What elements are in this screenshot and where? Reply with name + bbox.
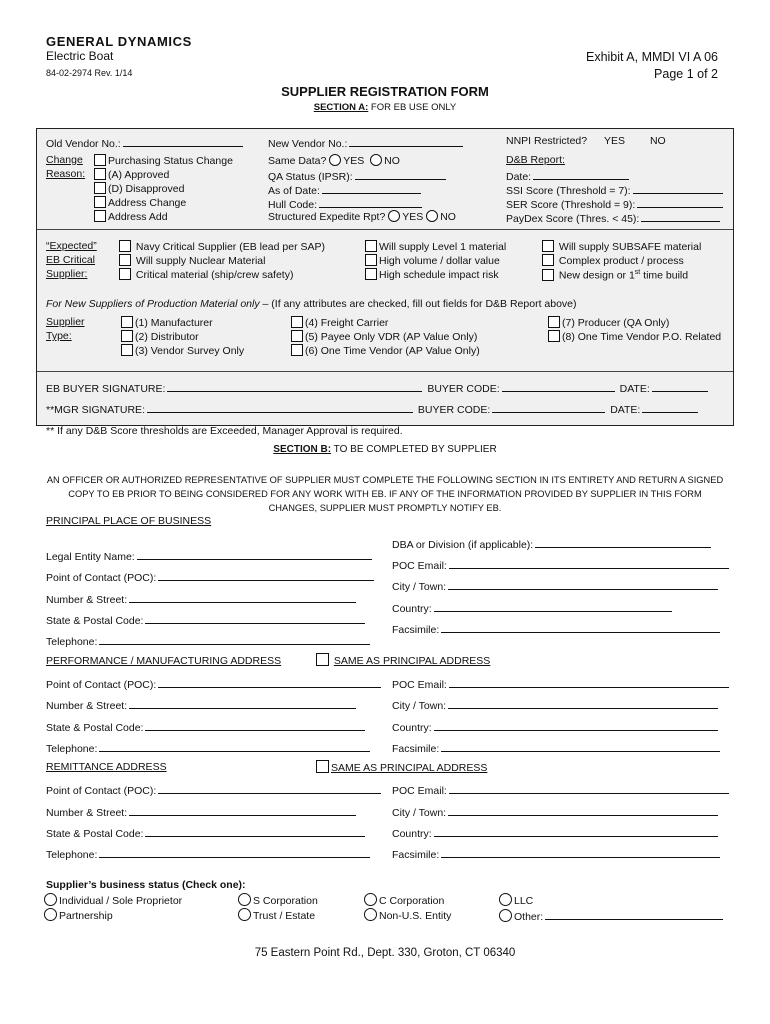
supplier-type-checkbox[interactable] — [548, 330, 560, 342]
critical-item: Will supply SUBSAFE material — [542, 240, 701, 254]
principal-poc-field: Point of Contact (POC): — [46, 569, 374, 586]
ssi-score-input[interactable] — [633, 182, 723, 194]
remit-poc-field: Point of Contact (POC): — [46, 782, 381, 799]
remit-street-field: Number & Street: — [46, 804, 356, 821]
perf-facsimile-field: Facsimile: — [392, 740, 720, 757]
status-option-other: Other: — [499, 908, 723, 925]
supplier-type-label: Supplier Type: — [46, 316, 85, 342]
logo-name: GENERAL DYNAMICS — [46, 34, 192, 49]
remit-state-input[interactable] — [145, 825, 365, 837]
supplier-type-list-1 — [121, 316, 244, 358]
footer-address: 75 Eastern Point Rd., Dept. 330, Groton, CT 06340 — [254, 947, 516, 959]
paydex-score-input[interactable] — [641, 210, 720, 222]
remit-facsimile-field: Facsimile: — [392, 846, 720, 863]
principal-state-field: State & Postal Code: — [46, 612, 365, 629]
principal-poc-input[interactable] — [158, 569, 374, 581]
structured-yes-radio[interactable] — [388, 210, 400, 222]
nnpi-no-option[interactable]: NO — [649, 135, 666, 147]
supplier-type-item: (4) Freight Carrier — [291, 316, 480, 330]
remit-facsimile-input[interactable] — [441, 846, 720, 858]
critical-item: Will supply Nuclear Material — [119, 254, 325, 268]
principal-poc-email-field: POC Email: — [392, 557, 729, 574]
remit-street-input[interactable] — [129, 804, 356, 816]
hull-code-field: Hull Code: — [268, 196, 456, 210]
critical-checkbox[interactable] — [119, 268, 131, 280]
change-item: Address Change — [94, 196, 233, 210]
remit-poc-input[interactable] — [158, 782, 381, 794]
perf-poc-email-input[interactable] — [449, 676, 729, 688]
logo-division: Electric Boat — [46, 49, 114, 63]
principal-country-input[interactable] — [434, 600, 672, 612]
old-vendor-input[interactable] — [123, 135, 243, 147]
mgr-date-input[interactable] — [642, 401, 698, 413]
structured-no-radio[interactable] — [426, 210, 438, 222]
legal-entity-field: Legal Entity Name: — [46, 548, 372, 565]
supplier-type-item: (2) Distributor — [121, 330, 244, 344]
status-option-c-corp: C Corporation — [364, 893, 444, 909]
status-radio[interactable] — [44, 893, 57, 906]
section-a-heading: SECTION A: FOR EB USE ONLY — [313, 102, 457, 113]
critical-checkbox[interactable] — [365, 254, 377, 266]
mgr-signature-input[interactable] — [147, 401, 413, 413]
remit-state-field: State & Postal Code: — [46, 825, 365, 842]
change-item: Purchasing Status Change — [94, 154, 233, 168]
supplier-type-list-3 — [548, 316, 721, 344]
exhibit-label: Exhibit A, MMDI VI A 06 — [585, 50, 718, 64]
change-item: (D) Disapproved — [94, 182, 233, 196]
remit-same-checkbox[interactable] — [316, 760, 329, 773]
perf-country-field: Country: — [392, 719, 718, 736]
critical-list-1 — [119, 240, 325, 282]
same-data-yes-radio[interactable] — [329, 154, 341, 166]
perf-poc-input[interactable] — [158, 676, 381, 688]
principal-facsimile-field: Facsimile: — [392, 621, 720, 638]
company-logo — [46, 35, 192, 63]
dba-field: DBA or Division (if applicable): — [392, 536, 711, 553]
form-title: SUPPLIER REGISTRATION FORM — [281, 84, 489, 99]
supplier-type-checkbox[interactable] — [291, 330, 303, 342]
change-reason-label: Change Reason: — [46, 154, 86, 180]
db-report-heading: D&B Report: — [506, 154, 565, 166]
change-item: Address Add — [94, 210, 233, 224]
business-status-heading: Supplier’s business status (Check one): — [46, 879, 246, 891]
supplier-type-item: (5) Payee Only VDR (AP Value Only) — [291, 330, 480, 344]
qa-status-input[interactable] — [355, 168, 446, 180]
status-other-input[interactable] — [545, 908, 723, 920]
status-radio[interactable] — [238, 893, 251, 906]
performance-heading: PERFORMANCE / MANUFACTURING ADDRESS — [46, 655, 282, 667]
remit-city-field: City / Town: — [392, 804, 718, 821]
critical-item: High volume / dollar value — [365, 254, 506, 268]
perf-telephone-input[interactable] — [99, 740, 370, 752]
remit-poc-email-input[interactable] — [449, 782, 729, 794]
status-radio[interactable] — [44, 908, 57, 921]
supplier-type-checkbox[interactable] — [121, 344, 133, 356]
db-report-column — [506, 154, 723, 224]
critical-list-3 — [542, 240, 701, 282]
critical-item: Complex product / process — [542, 254, 701, 268]
eb-buyer-signature-input[interactable] — [167, 380, 422, 392]
perf-poc-field: Point of Contact (POC): — [46, 676, 381, 693]
mgr-buyer-code-input[interactable] — [492, 401, 605, 413]
remit-city-input[interactable] — [448, 804, 718, 816]
legal-entity-input[interactable] — [137, 548, 372, 560]
critical-list-2 — [365, 240, 506, 282]
new-vendor-field: New Vendor No.: — [268, 135, 463, 152]
principal-poc-email-input[interactable] — [449, 557, 729, 569]
perf-state-input[interactable] — [145, 719, 365, 731]
change-checkbox[interactable] — [94, 196, 106, 208]
status-radio[interactable] — [364, 893, 377, 906]
status-radio[interactable] — [499, 909, 512, 922]
form-number: 84-02-2974 Rev. 1/14 — [46, 68, 133, 78]
principal-country-field: Country: — [392, 600, 672, 617]
hull-code-input[interactable] — [319, 196, 422, 208]
critical-checkbox[interactable] — [365, 240, 377, 252]
principal-city-field: City / Town: — [392, 578, 718, 595]
new-vendor-input[interactable] — [349, 135, 463, 147]
supplier-type-checkbox[interactable] — [121, 316, 133, 328]
perf-state-field: State & Postal Code: — [46, 719, 365, 736]
manager-approval-footnote: ** If any D&B Score thresholds are Exceeded, Manager Approval is required. — [46, 425, 403, 437]
remit-poc-email-field: POC Email: — [392, 782, 729, 799]
status-option-partnership: Partnership — [44, 908, 113, 924]
perf-telephone-field: Telephone: — [46, 740, 370, 757]
structured-expedite-field: Structured Expedite Rpt? YES NO — [268, 211, 456, 223]
status-radio[interactable] — [238, 908, 251, 921]
same-data-no-radio[interactable] — [370, 154, 382, 166]
supplier-instructions: AN OFFICER OR AUTHORIZED REPRESENTATIVE OF SUPPLIER MUST COMPLETE THE FOLLOWING SECTION IN ITS ENTIRETY AND RETURN A SIGNED COPY TO EB PRIOR TO BEING CONSIDERED FOR ANY WORK WITH EB. IF ANY OF THE INFORMATION PROVIDED BY SUPPLIER IN THIS FORM CHANGES, SUPPLIER MUST PROMPTLY NOTIFY EB. — [46, 475, 724, 513]
status-option-llc: LLC — [499, 893, 533, 909]
change-checkbox[interactable] — [94, 168, 106, 180]
supplier-type-list-2 — [291, 316, 480, 358]
status-option-non-us: Non-U.S. Entity — [364, 908, 451, 924]
page-number: Page 1 of 2 — [654, 67, 718, 81]
remittance-heading: REMITTANCE ADDRESS — [46, 761, 167, 773]
critical-checkbox[interactable] — [542, 269, 554, 281]
status-radio[interactable] — [364, 908, 377, 921]
section-a-divider — [37, 229, 733, 230]
principal-heading: PRINCIPAL PLACE OF BUSINESS — [46, 515, 212, 527]
perf-poc-email-field: POC Email: — [392, 676, 729, 693]
same-data-field: Same Data? YES NO — [268, 155, 400, 167]
remit-telephone-input[interactable] — [99, 846, 370, 858]
remit-telephone-field: Telephone: — [46, 846, 370, 863]
change-reason-list — [94, 154, 233, 224]
principal-telephone-input[interactable] — [99, 633, 370, 645]
qa-status-field: QA Status (IPSR): — [268, 168, 456, 182]
remit-same-as-principal: SAME AS PRINCIPAL ADDRESS — [316, 760, 487, 776]
new-supplier-note: For New Suppliers of Production Material only – (If any attributes are checked, fill out fields for D&B Report above) — [46, 298, 577, 310]
status-option-s-corp: S Corporation — [238, 893, 318, 909]
old-vendor-field: Old Vendor No.: — [46, 135, 243, 152]
ser-score-input[interactable] — [637, 196, 723, 208]
change-checkbox[interactable] — [94, 154, 106, 166]
supplier-type-checkbox[interactable] — [121, 330, 133, 342]
nnpi-field: NNPI Restricted? YES NO — [506, 135, 666, 147]
status-radio[interactable] — [499, 893, 512, 906]
critical-item: Critical material (ship/crew safety) — [119, 268, 325, 282]
change-checkbox[interactable] — [94, 210, 106, 222]
as-of-date-input[interactable] — [322, 182, 421, 194]
supplier-type-item: (8) One Time Vendor P.O. Related — [548, 330, 721, 344]
perf-city-field: City / Town: — [392, 697, 718, 714]
db-date-field: Date: — [506, 168, 723, 182]
supplier-type-item: (1) Manufacturer — [121, 316, 244, 330]
supplier-type-item: (7) Producer (QA Only) — [548, 316, 721, 330]
perf-same-checkbox[interactable] — [316, 653, 329, 666]
principal-state-input[interactable] — [145, 612, 365, 624]
critical-item: New design or 1st time build — [542, 268, 701, 282]
remit-country-field: Country: — [392, 825, 718, 842]
eb-buyer-signature-row: EB BUYER SIGNATURE: BUYER CODE: DATE: — [46, 380, 708, 397]
critical-item: Navy Critical Supplier (EB lead per SAP) — [119, 240, 325, 254]
principal-city-input[interactable] — [448, 578, 718, 590]
as-of-date-field: As of Date: — [268, 182, 456, 196]
critical-checkbox[interactable] — [365, 268, 377, 280]
supplier-type-item: (6) One Time Vendor (AP Value Only) — [291, 344, 480, 358]
supplier-type-checkbox[interactable] — [291, 316, 303, 328]
paydex-score-field: PayDex Score (Thres. < 45): — [506, 210, 723, 224]
supplier-type-checkbox[interactable] — [291, 344, 303, 356]
principal-street-input[interactable] — [129, 591, 356, 603]
status-option-individual: Individual / Sole Proprietor — [44, 893, 182, 909]
buyer-code-input[interactable] — [502, 380, 615, 392]
principal-telephone-field: Telephone: — [46, 633, 370, 650]
remit-country-input[interactable] — [434, 825, 718, 837]
supplier-type-checkbox[interactable] — [548, 316, 560, 328]
perf-facsimile-input[interactable] — [441, 740, 720, 752]
perf-same-as-principal: SAME AS PRINCIPAL ADDRESS — [316, 653, 490, 669]
perf-city-input[interactable] — [448, 697, 718, 709]
critical-checkbox[interactable] — [542, 254, 554, 266]
critical-checkbox[interactable] — [542, 240, 554, 252]
db-date-input[interactable] — [533, 168, 629, 180]
mgr-signature-row: **MGR SIGNATURE: BUYER CODE: DATE: — [46, 401, 698, 418]
supplier-type-item: (3) Vendor Survey Only — [121, 344, 244, 358]
principal-facsimile-input[interactable] — [441, 621, 720, 633]
critical-checkbox[interactable] — [119, 240, 131, 252]
perf-street-field: Number & Street: — [46, 697, 356, 714]
change-item: (A) Approved — [94, 168, 233, 182]
qa-column — [268, 154, 456, 224]
nnpi-yes-option[interactable]: YES — [604, 135, 626, 147]
dba-input[interactable] — [535, 536, 711, 548]
expected-critical-label: “Expected” EB Critical Supplier: — [46, 240, 97, 280]
signature-divider — [37, 371, 733, 372]
critical-item: Will supply Level 1 material — [365, 240, 506, 254]
principal-street-field: Number & Street: — [46, 591, 356, 608]
ssi-score-field: SSI Score (Threshold = 7): — [506, 182, 723, 196]
perf-country-input[interactable] — [434, 719, 718, 731]
status-option-trust: Trust / Estate — [238, 908, 315, 924]
critical-checkbox[interactable] — [119, 254, 131, 266]
critical-item: High schedule impact risk — [365, 268, 506, 282]
section-a-box — [36, 128, 734, 426]
change-checkbox[interactable] — [94, 182, 106, 194]
section-b-heading: SECTION B: TO BE COMPLETED BY SUPPLIER — [273, 444, 497, 455]
ser-score-field: SER Score (Threshold = 9): — [506, 196, 723, 210]
buyer-date-input[interactable] — [652, 380, 708, 392]
perf-street-input[interactable] — [129, 697, 356, 709]
